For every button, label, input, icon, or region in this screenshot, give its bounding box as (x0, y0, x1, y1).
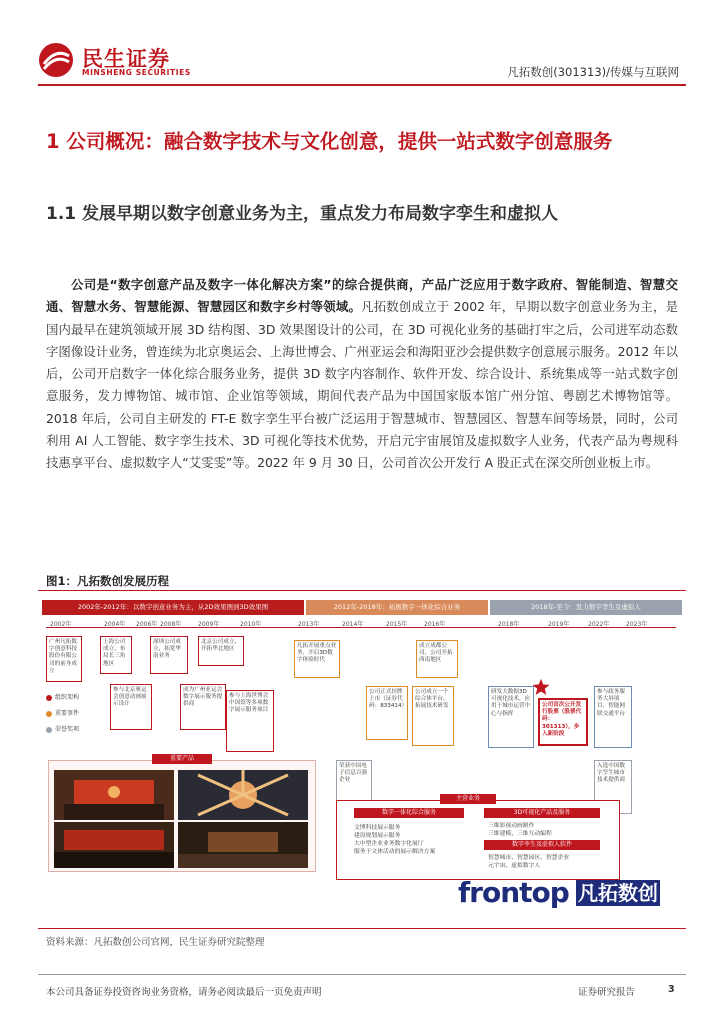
minsheng-logo-icon (38, 42, 74, 78)
body-paragraph (46, 274, 678, 475)
event-box: 广州凡拓数字创意科技股份有限公司的前身成立 (46, 636, 82, 682)
business-item: 三维建模、三维互动编程 (488, 831, 552, 837)
figure-bottom-rule (38, 928, 686, 929)
event-box: 成立成都公司，公司开拓西南地区 (416, 640, 458, 678)
year-label: 2016年 (424, 621, 446, 628)
year-label: 2023年 (626, 621, 648, 628)
event-box: 凡拓开展重点业务，开启3D数字体验时代 (294, 640, 340, 678)
paragraph-bold-intro: 公司是“数字创意产品及数字一体化解决方案”的综合提供商，产品广泛应用于数字政府、智能制造、智慧交通、智慧水务、智慧能源、智慧园区和数字乡村等领域。 (46, 277, 678, 315)
business-item: 三维影视动画制作 (488, 823, 535, 829)
airport-photo-icon (178, 770, 308, 820)
event-box: 研发大数据3D可视化技术，应用于城市运营中心与指挥 (488, 686, 534, 748)
business-item: 元宇宙、虚拟数字人 (488, 863, 541, 869)
event-box: 深圳公司成立，拓宽华南业务 (150, 636, 188, 674)
legend-label: 荣誉奖项 (55, 726, 80, 733)
development-timeline-figure (40, 594, 684, 924)
frontop-brand-chinese: 凡拓数创 (578, 881, 658, 905)
legend-item (46, 724, 79, 733)
event-box: 参与北京奥运会创意动画展示设计 (110, 684, 152, 730)
year-label: 2002年 (50, 621, 72, 628)
footer-divider (38, 974, 686, 975)
year-label: 2018年 (498, 621, 520, 628)
interior-photo-icon (178, 822, 308, 868)
year-label: 2009年 (198, 621, 220, 628)
year-label: 2022年 (588, 621, 610, 628)
honor-box: 荣获中国电子信息百强企业 (336, 760, 372, 806)
legend-label: 组织架构 (55, 694, 80, 701)
museum-photo-icon (54, 770, 174, 820)
event-box: 参与政务服务大屏项目，智能网联交通平台 (594, 686, 632, 748)
business-item: 建设规划展示服务 (354, 833, 401, 839)
footer-report-type: 证券研究报告 (578, 987, 636, 998)
era-banner-1: 2002年-2012年：以数字创意业务为主，从2D效果图到3D效果图 (42, 600, 304, 615)
subsection-heading: 1.1 发展早期以数字创意业务为主，重点发力布局数字孪生和虚拟人 (46, 204, 559, 224)
business-panel-title: 主营业务 (440, 794, 496, 804)
business-right-title-2: 数字孪生及虚拟人软件 (484, 840, 600, 850)
year-label: 2013年 (298, 621, 320, 628)
figure-source: 资料来源：凡拓数创公司官网，民生证券研究院整理 (46, 937, 265, 948)
business-item: 服务于文体活动的展示解决方案 (354, 849, 436, 855)
era-banner-3: 2018年-至今：发力数字孪生及虚拟人 (490, 600, 682, 615)
business-left-title: 数字一体化综合服务 (354, 808, 464, 818)
business-item: 大中型企业业务数字化展厅 (354, 841, 424, 847)
event-box: 参与上海世博会中国馆等多项数字展示服务项目 (226, 690, 274, 752)
year-label: 2019年 (548, 621, 570, 628)
page-number: 3 (668, 984, 675, 995)
legend-label: 重要事件 (55, 710, 80, 717)
era-banner-2: 2012年-2018年：拓展数字一体化综合业务 (306, 600, 488, 615)
header-stock-info: 凡拓数创(301313)/传媒与互联网 (507, 65, 679, 79)
products-panel-title: 重要产品 (152, 754, 212, 764)
business-item: 文博科技展示服务 (354, 825, 401, 831)
header-divider (38, 84, 686, 86)
event-box: 公司成立一个综合体平台，拓展技术研发 (412, 686, 454, 746)
event-box: 上海公司成立，布局长三角地区 (100, 636, 132, 674)
figure-title: 图1：凡拓数创发展历程 (46, 574, 170, 588)
legend-item (46, 708, 79, 717)
logo-chinese-name: 民生证券 (82, 47, 170, 71)
year-label: 2004年 (104, 621, 126, 628)
legend-dot-icon (46, 727, 52, 733)
legend-item (46, 692, 79, 701)
event-box: 公司正式挂牌上市（证券代码：833414） (366, 686, 408, 740)
logo-english-name: MINSHENG SECURITIES (82, 68, 191, 77)
business-item: 智慧城市、智慧园区、智慧企业 (488, 855, 570, 861)
year-label: 2006年 (136, 621, 158, 628)
paragraph-body: 凡拓数创成立于 2002 年，早期以数字创意业务为主，是国内最早在建筑领域开展 3D 结构图、3D 效果图设计的公司，在 3D 可视化业务的基础打牢之后，公司进军动态数字图像设计业务，曾连续为北京奥运会、上海世博会、广州亚运会和海阳亚沙会提供数字创意展示服务。2012 年以后，公司开启数字一体化综合服务业务，提供 3D 数字内容制作、软件开发、综合设计、系统集成等一站式数字创意服务，发力博物馆、城市馆、企业馆等领域，期间代表产品为中国国家版本馆广州分馆、粤剧艺术博物馆等。2018 年后，公司自主研发的 FT-E 数字孪生平台被广泛运用于智慧城市、智慧园区、智慧车间等场景，同时，公司利用 AI 人工智能、数字孪生技术、3D 可视化等技术优势，开启元宇宙展馆及虚拟数字人业务，代表产品为粤规科技惠享平台、虚拟数字人“艾雯雯”等。2022 年 9 月 30 日，公司首次公开发行 A 股正式在深交所创业板上市。 (46, 299, 678, 471)
footer-disclaimer: 本公司具备证券投资咨询业务资格，请务必阅读最后一页免责声明 (46, 987, 322, 998)
star-icon (532, 678, 550, 696)
figure-top-rule (38, 590, 686, 591)
year-label: 2015年 (386, 621, 408, 628)
honor-box: 入选中国数字孪生城市技术提供商 (594, 760, 632, 814)
year-label: 2010年 (240, 621, 262, 628)
business-right-title: 3D可视化产品及服务 (484, 808, 600, 818)
section-heading: 1 公司概况：融合数字技术与文化创意，提供一站式数字创意服务 (46, 130, 613, 153)
event-box: 成为广州亚运会数字展示服务提供商 (180, 684, 226, 730)
exhibition-hall-photo-icon (54, 822, 174, 868)
ipo-event-box: 公司首次公开发行股票（股票代码：301313），步入新阶段 (538, 698, 588, 746)
legend-dot-icon (46, 711, 52, 717)
year-label: 2014年 (342, 621, 364, 628)
legend-dot-icon (46, 695, 52, 701)
event-box: 北京公司成立，开拓华北地区 (198, 636, 244, 666)
year-label: 2008年 (160, 621, 182, 628)
frontop-brand-logo: frontop (458, 876, 569, 909)
